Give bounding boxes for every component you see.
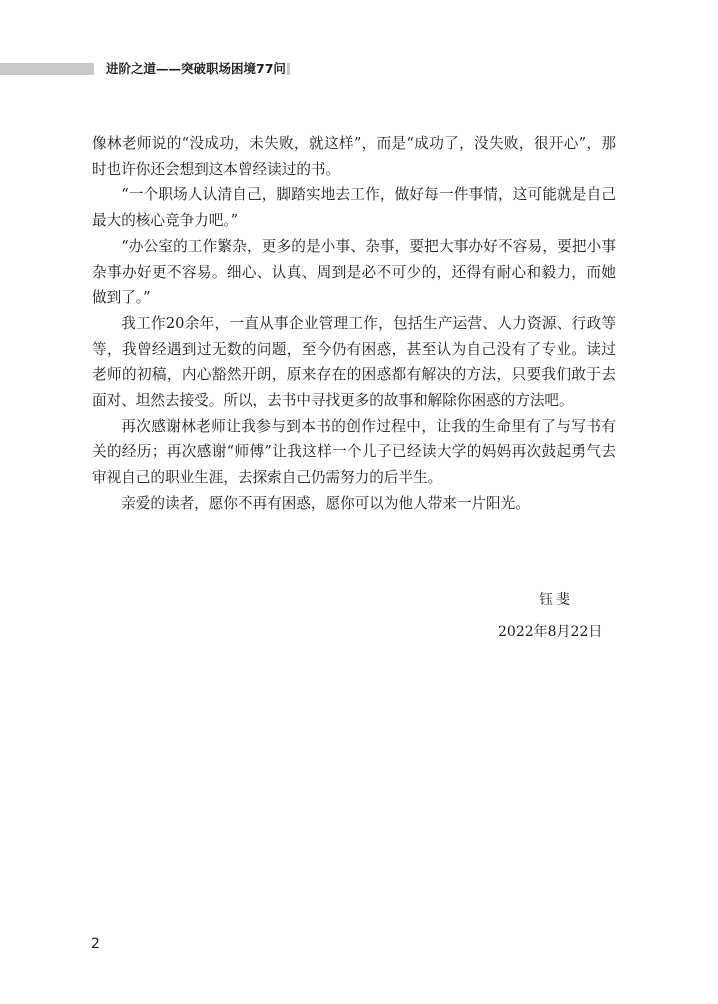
signature-date: 2022年8月22日 [498, 624, 603, 640]
signature-name: 钰斐 [539, 592, 573, 608]
page-number: 2 [91, 936, 100, 952]
paragraph-continued: 像林老师说的“没成功，未失败，就这样”，而是“成功了，没失败，很开心”，那时也许你还会想到这本曾经读过的书。 [92, 135, 616, 178]
paragraph-experience: 我工作20余年，一直从事企业管理工作，包括生产运营、人力资源、行政等等，我曾经遇到过无数的问题，至今仍有困惑，甚至认为自己没有了专业。读过老师的初稿，内心豁然开朗，原来存在的困惑都有解决的方法，只要我们敢于去面对、坦然去接受。所以，去书中寻找更多的故事和解除你困惑的方法吧。 [92, 314, 616, 410]
paragraph-quote-1: “一个职场人认清自己，脚踏实地去工作，做好每一件事情，这可能就是自己最大的核心竞争力吧。” [92, 186, 616, 230]
paragraph-thanks: 再次感谢林老师让我参与到本书的创作过程中，让我的生命里有了与写书有关的经历；再次感谢“师傅”让我这样一个儿子已经读大学的妈妈再次鼓起勇气去审视自己的职业生涯，去探索自己仍需努力的后半生。 [92, 417, 616, 487]
header-band [0, 63, 94, 75]
header-tick [287, 63, 290, 75]
paragraph-closing: 亲爱的读者，愿你不再有困惑，愿你可以为他人带来一片阳光。 [121, 494, 530, 512]
body-text [92, 131, 616, 517]
running-header-title: 进阶之道——突破职场困境77问 [106, 61, 286, 76]
paragraph-quote-2: “办公室的工作繁杂，更多的是小事、杂事，要把大事办好不容易，要把小事杂事办好更不容易。细心、认真、周到是必不可少的，还得有耐心和毅力，而她做到了。” [92, 237, 616, 307]
